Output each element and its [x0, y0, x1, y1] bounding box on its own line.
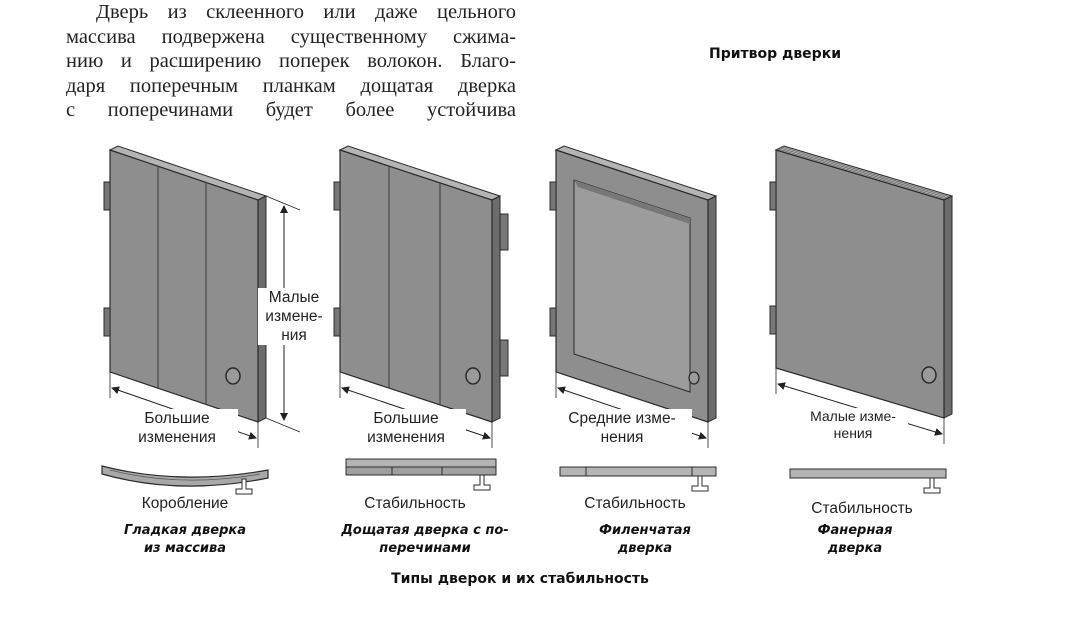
door-caption: [330, 522, 520, 558]
small-change-label: [258, 288, 330, 345]
intro-line: массива подвержена существенному сжима-: [66, 25, 516, 48]
caption-line: Гладкая дверка: [124, 523, 246, 538]
board-profile: [346, 459, 496, 467]
hinge: [770, 182, 776, 210]
batten-profile: [346, 467, 496, 475]
door-side-edge: [944, 196, 952, 418]
caption-line: дверка: [617, 541, 673, 556]
caption-line: Дощатая дверка с по-: [341, 523, 509, 538]
caption-line: дверка: [827, 541, 883, 556]
batten: [500, 214, 508, 250]
batten: [500, 340, 508, 376]
hinge: [334, 308, 340, 336]
label-line: изменения: [138, 429, 216, 446]
intro-line: нию и расширению поперек волокон. Благо-: [66, 50, 516, 72]
intro-line: с поперечинами будет более устойчива: [66, 99, 516, 121]
hinge: [334, 182, 340, 210]
dimension-line: [266, 418, 300, 432]
hinge: [104, 308, 110, 336]
door-caption: [800, 522, 910, 558]
knob: [466, 368, 480, 384]
knob: [922, 367, 936, 383]
caption-line: Филенчатая: [599, 523, 691, 538]
knob: [226, 368, 240, 384]
dimension-line: [266, 196, 300, 210]
label-line: нения: [833, 425, 873, 441]
frame-profile: [560, 467, 716, 476]
label-line: Малые изме-: [810, 408, 896, 424]
plywood-profile: [790, 469, 946, 478]
profile-label: Стабильность: [364, 495, 466, 512]
width-change-label: [552, 409, 692, 447]
intro-line: Дверь из склеенного или даже цельного: [96, 1, 516, 23]
label-line: нения: [600, 429, 644, 446]
label-line: Средние изме-: [568, 410, 676, 427]
label-line: Большие: [144, 410, 210, 427]
width-change-label: [346, 409, 466, 447]
profile-label: Стабильность: [811, 500, 913, 517]
hinge-profile: [924, 478, 940, 493]
hinge: [550, 308, 556, 336]
profile-label: Коробление: [141, 495, 229, 512]
profile-label: Стабильность: [584, 495, 686, 512]
label-line: Малые: [268, 289, 320, 306]
caption-line: Фанерная: [817, 523, 893, 538]
hinge: [770, 306, 776, 334]
door-panel: [574, 180, 690, 392]
label-line: изменения: [367, 429, 445, 446]
label-line: измене-: [265, 308, 323, 325]
door-side-edge: [708, 196, 716, 422]
hinge-profile: [474, 475, 490, 490]
caption-line: перечинами: [379, 541, 471, 556]
label-line: Большие: [373, 410, 439, 427]
intro-line: даря поперечным планкам дощатая дверка: [66, 74, 516, 97]
knob: [689, 372, 699, 384]
width-change-label: [116, 409, 238, 447]
hinge: [104, 182, 110, 210]
caption-line: из массива: [143, 541, 227, 556]
label-line: ния: [281, 327, 307, 344]
door-caption: [110, 522, 260, 558]
figure-title: Типы дверок и их стабильность: [391, 571, 649, 587]
hinge-profile: [692, 476, 708, 491]
side-title: Притвор дверки: [708, 46, 842, 62]
door-caption: [580, 522, 710, 558]
width-change-label: [798, 408, 908, 442]
hinge: [550, 182, 556, 210]
door-side-edge: [492, 196, 500, 422]
